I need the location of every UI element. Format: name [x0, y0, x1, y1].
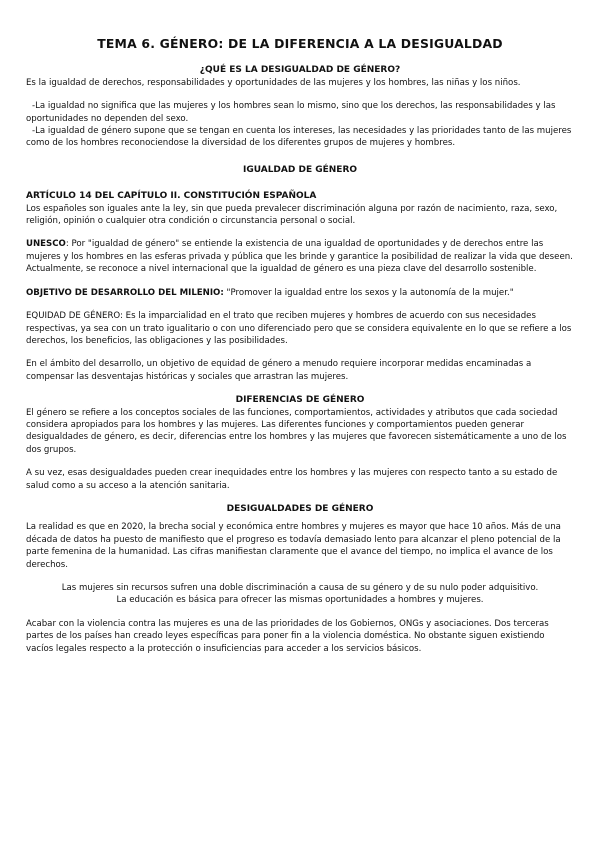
paragraph-point-2: -La igualdad de género supone que se tengan en cuenta los intereses, las necesidades y las prioridades tanto de las mujeres como de los hombres reconociendose la diversidad de los diferentes grupos de mujeres y hombres.	[26, 126, 572, 149]
centered-line-2: La educación es básica para ofrecer las mismas oportunidades a hombres y mujeres.	[116, 595, 484, 606]
odm-label: OBJETIVO DE DESARROLLO DEL MILENIO:	[26, 287, 224, 298]
paragraph-desarrollo: En el ámbito del desarrollo, un objetivo de equidad de género a menudo requiere incorporar medidas encaminadas a compensar las desventajas históricas y sociales que arrastran las mujeres.	[26, 359, 532, 382]
paragraph-point-1: -La igualdad no significa que las mujeres y los hombres sean lo mismo, sino que los derechos, las responsabilidades y las oportunidades no dependen del sexo.	[26, 101, 556, 124]
paragraph-diferencias-2: A su vez, esas desigualdades pueden crear inequidades entre los hombres y las mujeres con respecto tanto a su estado de salud como a su acceso a la atención sanitaria.	[26, 468, 558, 491]
paragraph-desigualdades-1: La realidad es que en 2020, la brecha social y económica entre hombres y mujeres es mayor que hace 10 años. Más de una década de datos ha puesto de manifiesto que el progreso es todavía demasiado lento para alcanzar el pleno potencial de la parte femenina de la humanidad. Las cifras manifiestan claramente que el avance del tiempo, no implica el avance de los derechos.	[26, 522, 561, 570]
heading-que-es-desigualdad: ¿QUÉ ES LA DESIGUALDAD DE GÉNERO?	[199, 65, 401, 76]
centered-line-1: Las mujeres sin recursos sufren una doble discriminación a causa de su género y de su nulo poder adquisitivo.	[61, 583, 539, 593]
paragraph-unesco	[26, 238, 574, 275]
heading-articulo-14: ARTÍCULO 14 DEL CAPÍTULO II. CONSTITUCIÓN ESPAÑOLA	[26, 191, 317, 202]
unesco-label: UNESCO	[26, 239, 66, 250]
document-title: TEMA 6. GÉNERO: DE LA DIFERENCIA A LA DESIGUALDAD	[97, 36, 503, 51]
heading-diferencias-genero: DIFERENCIAS DE GÉNERO	[235, 395, 365, 406]
heading-desigualdades-genero: DESIGUALDADES DE GÉNERO	[226, 503, 374, 514]
unesco-text: : Por "igualdad de género" se entiende la existencia de una igualdad de oportunidades y de derechos entre las mujeres y los hombres en las esferas privada y pública que les brinde y garantice la posibilidad de realizar la vida que deseen. Actualmente, se reconoce a nivel internacional que la igualdad de género es una pieza clave del desarrollo sostenible.	[26, 239, 573, 275]
paragraph-equidad: EQUIDAD DE GÉNERO: Es la imparcialidad en el trato que reciben mujeres y hombres de acuerdo con sus necesidades respectivas, ya sea con un trato igualitario o con uno diferenciado pero que se considera equivalente en lo que se refiere a los derechos, los beneficios, las obligaciones y las posibilidades.	[26, 311, 572, 346]
paragraph-desigualdades-2: Acabar con la violencia contra las mujeres es una de las prioridades de los Gobiernos, ONGs y asociaciones. Dos terceras partes de los países han creado leyes específicas para poner fin a la violencia doméstica. No obstante siguen existiendo vacíos legales respecto a la protección o insuficiencias para acceder a los servicios básicos.	[26, 618, 549, 654]
paragraph-articulo-14: Los españoles son iguales ante la ley, sin que pueda prevalecer discriminación alguna por razón de nacimiento, raza, sexo, religión, opinión o cualquier otra condición o circunstancia personal o social.	[26, 203, 558, 227]
paragraph-definition: Es la igualdad de derechos, responsabilidades y oportunidades de las mujeres y los hombres, las niñas y los niños.	[26, 77, 521, 88]
odm-text: "Promover la igualdad entre los sexos y la autonomía de la mujer."	[223, 287, 514, 298]
paragraph-odm	[26, 287, 574, 299]
heading-igualdad-genero: IGUALDAD DE GÉNERO	[242, 164, 358, 175]
paragraph-diferencias-1: El género se refiere a los conceptos sociales de las funciones, comportamientos, actividades y atributos que cada sociedad considera apropiados para los hombres y las mujeres. Las diferentes funciones y comportamientos pueden generar desigualdades de género, es decir, diferencias entre los hombres y las mujeres que favorecen sistemáticamente a uno de los dos grupos.	[26, 407, 567, 455]
